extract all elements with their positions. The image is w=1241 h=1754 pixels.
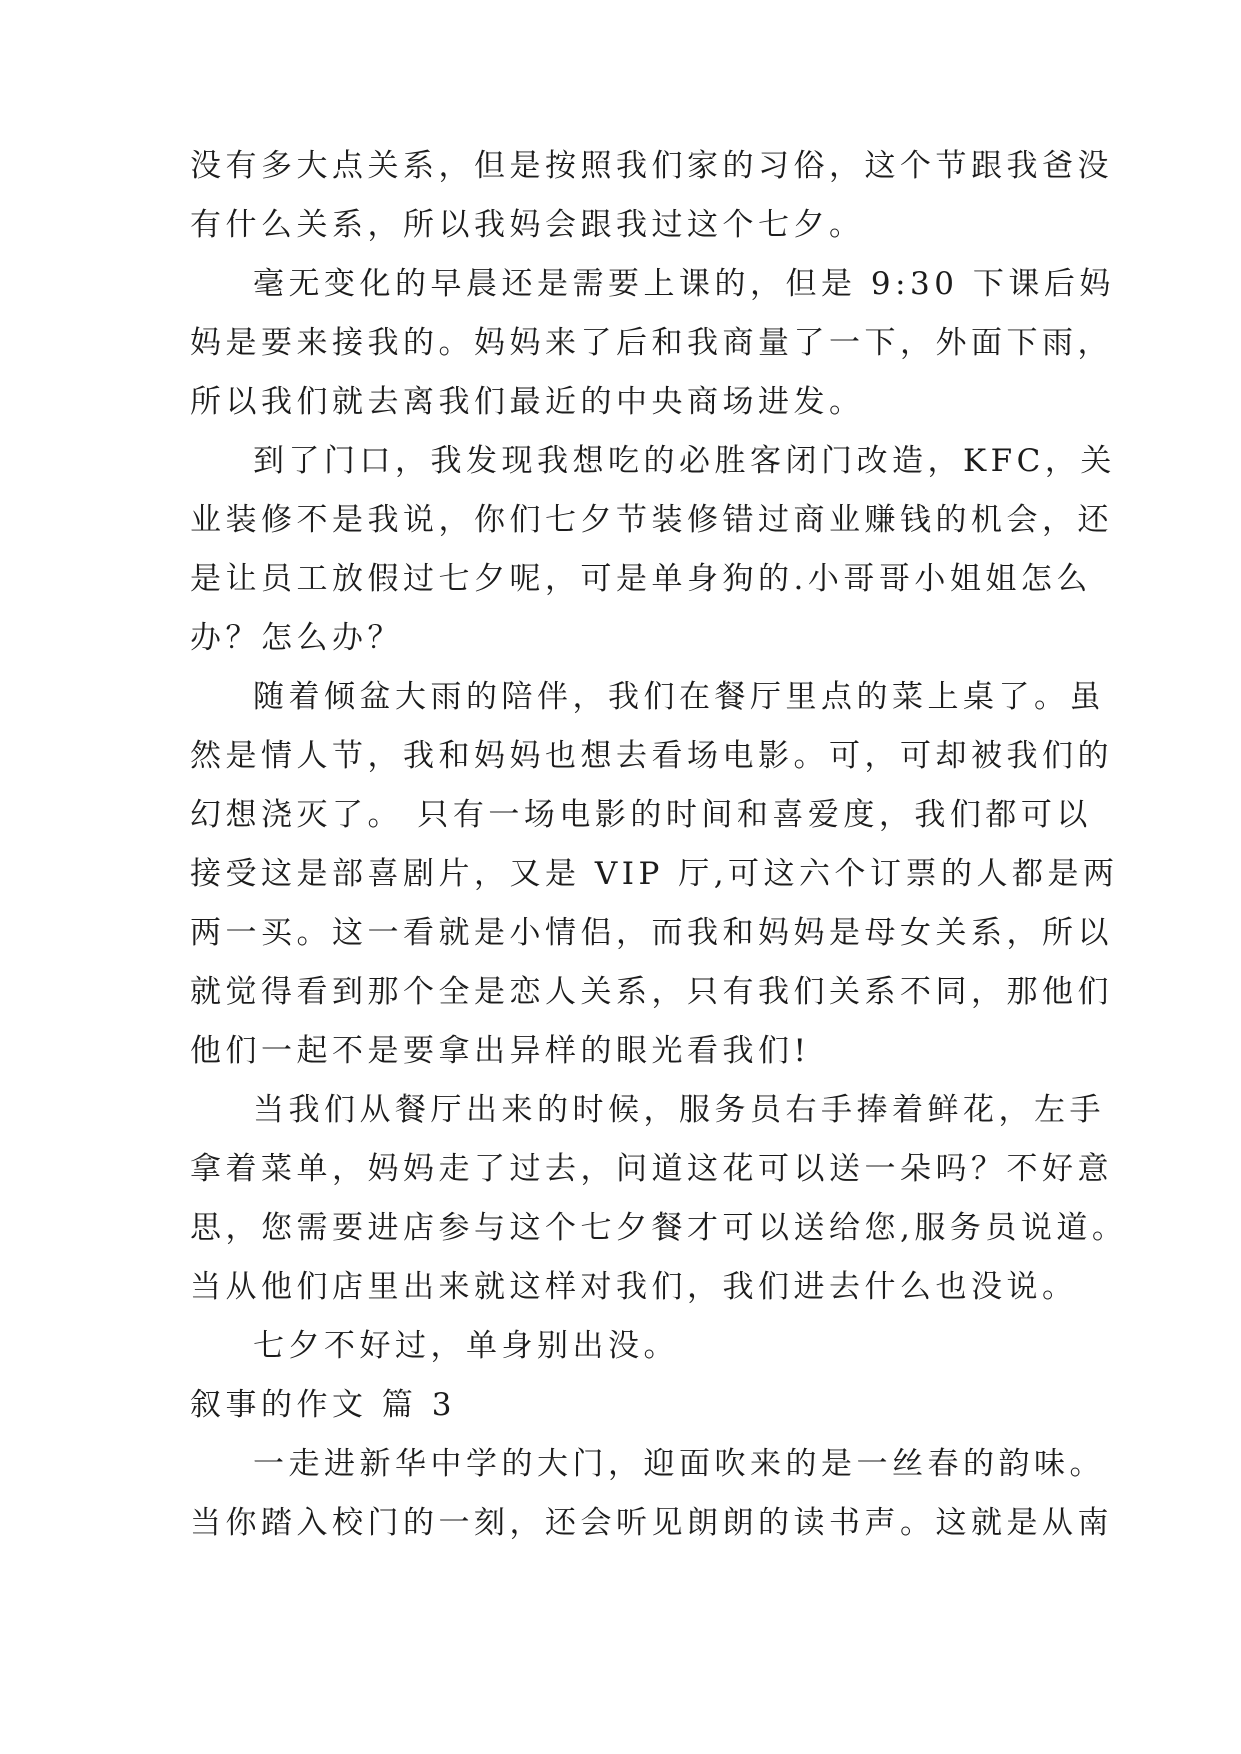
paragraph-start-line: 一走进新华中学的大门，迎面吹来的是一丝春的韵味。	[253, 1446, 1105, 1482]
text-line: 没有多大点关系，但是按照我们家的习俗，这个节跟我爸没	[190, 148, 1113, 184]
text-line: 当你踏入校门的一刻，还会听见朗朗的读书声。这就是从南	[190, 1505, 1113, 1541]
text-line: 接受这是部喜剧片，又是 VIP 厅,可这六个订票的人都是两	[190, 856, 1119, 892]
section-heading: 叙事的作文 篇 3	[190, 1387, 456, 1423]
text-line: 业装修不是我说，你们七夕节装修错过商业赚钱的机会，还	[190, 502, 1113, 538]
text-line: 然是情人节，我和妈妈也想去看场电影。可，可却被我们的	[190, 738, 1113, 774]
paragraph-start-line: 七夕不好过，单身别出没。	[253, 1328, 679, 1364]
text-line: 是让员工放假过七夕呢，可是单身狗的.小哥哥小姐姐怎么	[190, 561, 1092, 597]
paragraph-start-line: 随着倾盆大雨的陪伴，我们在餐厅里点的菜上桌了。虽	[253, 679, 1105, 715]
text-line: 思，您需要进店参与这个七夕餐才可以送给您,服务员说道。	[190, 1210, 1128, 1246]
paragraph-start-line: 到了门口，我发现我想吃的必胜客闭门改造，KFC，关	[253, 443, 1116, 479]
paragraph-start-line: 毫无变化的早晨还是需要上课的，但是 9:30 下课后妈	[253, 266, 1115, 302]
text-line: 拿着菜单，妈妈走了过去，问道这花可以送一朵吗？不好意	[190, 1151, 1113, 1187]
text-line: 就觉得看到那个全是恋人关系，只有我们关系不同，那他们	[190, 974, 1113, 1010]
text-line: 有什么关系，所以我妈会跟我过这个七夕。	[190, 207, 865, 243]
text-line: 他们一起不是要拿出异样的眼光看我们!	[190, 1033, 811, 1069]
text-line: 所以我们就去离我们最近的中央商场进发。	[190, 384, 865, 420]
text-line: 当从他们店里出来就这样对我们，我们进去什么也没说。	[190, 1269, 1078, 1305]
text-line: 办？怎么办？	[190, 620, 403, 656]
text-line: 妈是要来接我的。妈妈来了后和我商量了一下，外面下雨，	[190, 325, 1113, 361]
text-line: 幻想浇灭了。 只有一场电影的时间和喜爱度，我们都可以	[190, 797, 1092, 833]
text-line: 两一买。这一看就是小情侣，而我和妈妈是母女关系，所以	[190, 915, 1113, 951]
paragraph-start-line: 当我们从餐厅出来的时候，服务员右手捧着鲜花，左手	[253, 1092, 1105, 1128]
